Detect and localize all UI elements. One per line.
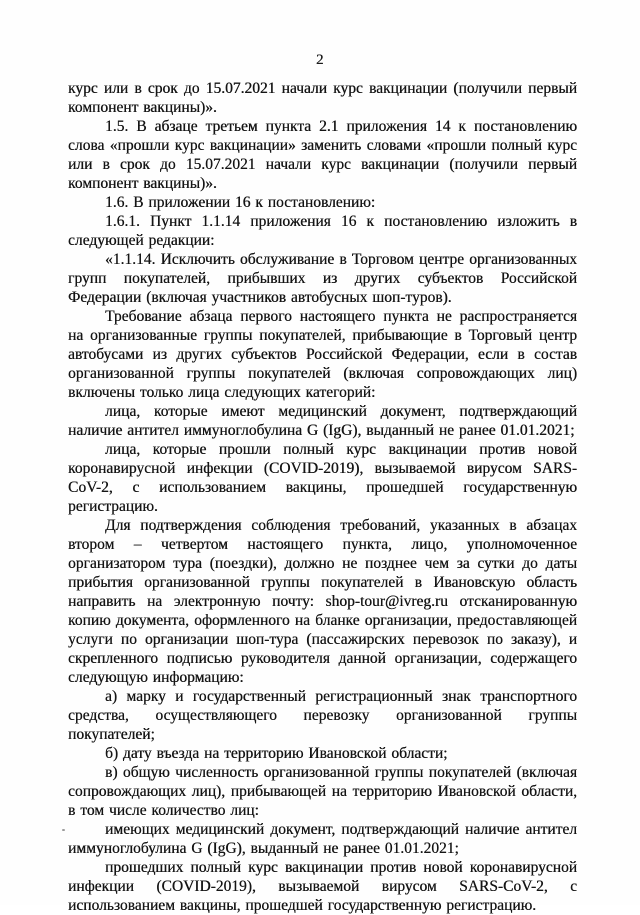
paragraph: Требование абзаца первого настоящего пункта не распространяется на организованные группы покупателей, прибывающие в Торговый центр автобусами из других субъектов Российской Федерации, если в состав организованной группы покупателей (включая сопровождающих лиц) включены только лица следующих категорий: bbox=[68, 308, 577, 401]
document-body bbox=[68, 79, 577, 915]
page-number: 2 bbox=[316, 52, 324, 68]
paragraph: 1.6.1. Пункт 1.1.14 приложения 16 к постановлению изложить в следующей редакции: bbox=[68, 213, 577, 249]
paragraph: лица, которые имеют медицинский документ, подтверждающий наличие антител иммуноглобулина G (IgG), выданный не ранее 01.01.2021; bbox=[68, 403, 577, 439]
paragraph: прошедших полный курс вакцинации против новой коронавирусной инфекции (COVID-2019), вызываемой вирусом SARS-CoV-2, с использованием вакцины, прошедшей государственную регистрацию. bbox=[68, 859, 577, 914]
paragraph: 1.6. В приложении 16 к постановлению: bbox=[105, 194, 376, 211]
paragraph: в) общую численность организованной группы покупателей (включая сопровождающих лиц), прибывающей на территорию Ивановской области, в том числе количество лиц: bbox=[68, 764, 577, 819]
paragraph: б) дату въезда на территорию Ивановской области; bbox=[105, 745, 448, 762]
paragraph: курс или в срок до 15.07.2021 начали курс вакцинации (получили первый компонент вакцины)». bbox=[68, 80, 577, 116]
paragraph: имеющих медицинский документ, подтверждающий наличие антител иммуноглобулина G (IgG), выданный не ранее 01.01.2021; bbox=[68, 821, 577, 857]
paragraph: а) марку и государственный регистрационный знак транспортного средства, осуществляющего перевозку организованной группы покупателей; bbox=[68, 688, 577, 743]
scan-artifact bbox=[62, 829, 65, 831]
paragraph: лица, которые прошли полный курс вакцинации против новой коронавирусной инфекции (COVID-2019), вызываемой вирусом SARS-CoV-2, с использованием вакцины, прошедшей государственную регистрацию. bbox=[68, 441, 577, 515]
paragraph: 1.5. В абзаце третьем пункта 2.1 приложения 14 к постановлению слова «прошли курс вакцинации» заменить словами «прошли полный курс или в срок до 15.07.2021 начали курс вакцинации (получили первый компонент вакцины)». bbox=[68, 118, 577, 192]
paragraph: Для подтверждения соблюдения требований, указанных в абзацах втором – четвертом настоящего пункта, лицо, уполномоченное организатором тура (поездки), должно не позднее чем за сутки до даты прибытия организованной группы покупателей в Ивановскую область направить на электронную почту: shop-tour@ivreg.ru отсканированную копию документа, оформленного на бланке организации, предоставляющей услуги по организации шоп-тура (пассажирских перевозок по заказу), и скрепленного подписью руководителя данной организации, содержащего следующую информацию: bbox=[68, 517, 577, 686]
paragraph: «1.1.14. Исключить обслуживание в Торговом центре организованных групп покупателей, прибывших из других субъектов Российской Федерации (включая участников автобусных шоп-туров). bbox=[68, 251, 577, 306]
